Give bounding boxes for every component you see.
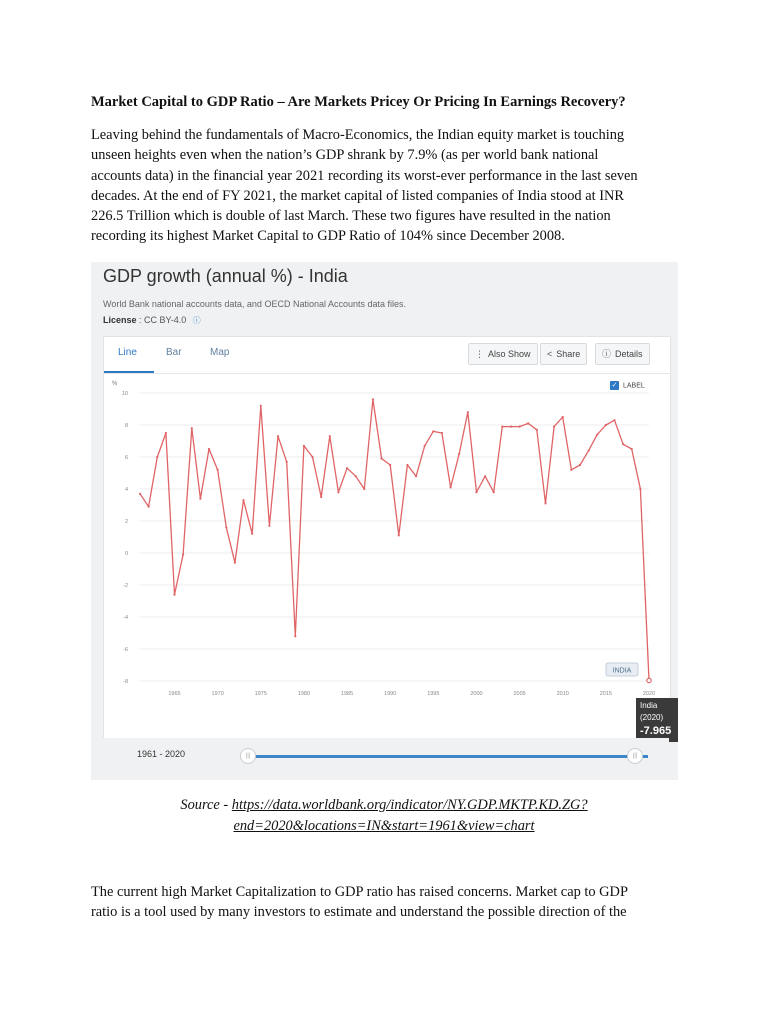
tab-line[interactable]: Line [118, 347, 137, 358]
data-point [173, 594, 175, 596]
data-point [562, 416, 564, 418]
range-label: 1961 - 2020 [137, 749, 186, 759]
line-chart [104, 337, 670, 739]
data-point [199, 498, 201, 500]
paragraph-line: The current high Market Capitalization to GDP ratio has raised concerns. Market cap to GDP [91, 884, 628, 900]
tooltip-value: -7.965 [640, 725, 672, 737]
tab-bar[interactable]: Bar [166, 347, 182, 358]
data-point [225, 526, 227, 528]
data-point [536, 429, 538, 431]
data-point [596, 434, 598, 436]
chart-source-text: World Bank national accounts data, and OECD National Accounts data files. [103, 299, 407, 309]
paragraph-line: 226.5 Trillion which is double of last March. These two figures have resulted in the nation [91, 208, 611, 225]
data-point [268, 525, 270, 527]
data-point [449, 486, 451, 488]
range-start-handle[interactable]: ||| [240, 748, 256, 764]
data-point [242, 499, 244, 501]
data-point [544, 502, 546, 504]
data-point [398, 534, 400, 536]
data-point [510, 426, 512, 428]
data-point [441, 432, 443, 434]
data-point [467, 411, 469, 413]
range-slider-track[interactable] [248, 755, 648, 758]
source-link-continued[interactable]: end=2020&locations=IN&start=1961&view=chart [233, 818, 535, 834]
data-point [613, 419, 615, 421]
range-end-handle[interactable]: ||| [627, 748, 643, 764]
x-tick-label: 2005 [513, 691, 526, 697]
range-selector [103, 738, 669, 772]
data-point [389, 464, 391, 466]
paragraph-line: Leaving behind the fundamentals of Macro-Economics, the Indian equity market is touching [91, 127, 625, 143]
y-tick-label: 4 [124, 487, 128, 493]
x-tick-label: 1995 [427, 691, 440, 697]
data-point [148, 506, 150, 508]
source-line-1 [0, 795, 768, 816]
paragraph-line: decades. At the end of FY 2021, the market capital of listed companies of India stood at INR [91, 187, 624, 204]
x-tick-label: 2000 [470, 691, 483, 697]
share-icon: < [547, 349, 553, 359]
data-point [588, 450, 590, 452]
checkbox-icon: ✓ [611, 382, 618, 389]
data-point [260, 405, 262, 407]
data-point [303, 445, 305, 447]
data-point [424, 445, 426, 447]
more-icon: ⋮ [475, 349, 484, 359]
share-label: Share [556, 349, 581, 359]
x-tick-label: 1970 [211, 691, 224, 697]
closing-paragraph [91, 882, 671, 923]
tooltip-country: India [640, 701, 658, 710]
source-prefix: Source - [180, 797, 232, 813]
x-tick-label: 1965 [168, 691, 181, 697]
data-point [622, 443, 624, 445]
x-tick-label: 1975 [254, 691, 267, 697]
x-tick-label: 2010 [556, 691, 569, 697]
x-tick-label: 1985 [340, 691, 354, 697]
chart-series [139, 398, 651, 682]
source-link[interactable]: https://data.worldbank.org/indicator/NY.GDP.MKTP.KD.ZG? [231, 797, 588, 813]
data-point [527, 422, 529, 424]
data-point [493, 491, 495, 493]
data-point [251, 533, 253, 535]
data-point [518, 426, 520, 428]
data-point [380, 458, 382, 460]
y-tick-label: 0 [124, 551, 128, 557]
data-point [363, 488, 365, 490]
x-axis-ticks [168, 691, 655, 697]
license-value: : CC BY-4.0 [139, 315, 187, 325]
data-point [156, 456, 158, 458]
data-point [320, 496, 322, 498]
y-tick-label: -6 [123, 647, 128, 653]
data-point [647, 678, 651, 682]
details-label: Details [615, 349, 643, 359]
info-icon[interactable]: ⓘ [192, 316, 201, 325]
data-tooltip [636, 698, 678, 742]
series-label-badge [606, 663, 638, 676]
data-point [415, 475, 417, 477]
data-point [372, 398, 374, 400]
y-axis-unit: % [112, 381, 118, 387]
data-point [475, 491, 477, 493]
data-point [406, 464, 408, 466]
data-point [458, 453, 460, 455]
article-heading: Market Capital to GDP Ratio – Are Markets Pricey Or Pricing In Earnings Recovery? [91, 94, 626, 110]
y-tick-label: -2 [123, 583, 128, 589]
data-point [277, 435, 279, 437]
data-point [355, 475, 357, 477]
data-point [234, 562, 236, 564]
series-line-india [140, 399, 649, 680]
y-tick-label: 8 [124, 423, 128, 429]
data-point [139, 493, 141, 495]
series-label: INDIA [612, 667, 632, 675]
data-point [553, 426, 555, 428]
y-axis-ticks [122, 391, 128, 685]
x-tick-label: 1990 [384, 691, 397, 697]
paragraph-line: recording its highest Market Capital to GDP Ratio of 104% since December 2008. [91, 228, 565, 245]
data-point [311, 456, 313, 458]
data-point [432, 430, 434, 432]
y-tick-label: -8 [123, 679, 128, 685]
data-point [337, 491, 339, 493]
data-point [294, 635, 296, 637]
paragraph-line: unseen heights even when the nation’s GDP shrank by 7.9% (as per world bank national [91, 147, 599, 164]
data-point [346, 467, 348, 469]
chart-grid [140, 393, 649, 681]
data-point [208, 448, 210, 450]
data-point [605, 424, 607, 426]
tooltip-year: (2020) [640, 713, 664, 722]
x-tick-label: 1980 [297, 691, 311, 697]
info-icon: ⓘ [602, 349, 612, 359]
data-point [165, 432, 167, 434]
y-tick-label: 10 [121, 391, 128, 397]
data-point [217, 469, 219, 471]
data-point [484, 475, 486, 477]
data-point [570, 469, 572, 471]
y-tick-label: 6 [124, 455, 128, 461]
paragraph-line: ratio is a tool used by many investors to estimate and understand the possible direction of the [91, 904, 627, 921]
x-tick-label: 2020 [642, 691, 656, 697]
y-tick-label: -4 [123, 615, 128, 621]
data-point [286, 461, 288, 463]
paragraph-line: accounts data) in the financial year 2021 recording its worst-ever performance in the last seven [91, 167, 638, 184]
data-point [639, 488, 641, 490]
also-show-label: Also Show [488, 349, 531, 359]
x-tick-label: 2015 [599, 691, 612, 697]
intro-paragraph [91, 125, 671, 247]
data-point [631, 448, 633, 450]
data-point [191, 427, 193, 429]
tab-map[interactable]: Map [210, 347, 230, 358]
license-label: License [103, 315, 137, 325]
chart-license [103, 315, 201, 326]
gdp-chart-screenshot [91, 262, 678, 780]
source-citation [0, 795, 768, 837]
chart-panel [103, 336, 671, 740]
data-point [329, 435, 331, 437]
data-point [579, 464, 581, 466]
label-toggle-text: LABEL [623, 382, 645, 390]
data-point [182, 554, 184, 556]
y-tick-label: 2 [124, 519, 128, 525]
data-point [501, 426, 503, 428]
chart-title: GDP growth (annual %) - India [103, 266, 348, 286]
